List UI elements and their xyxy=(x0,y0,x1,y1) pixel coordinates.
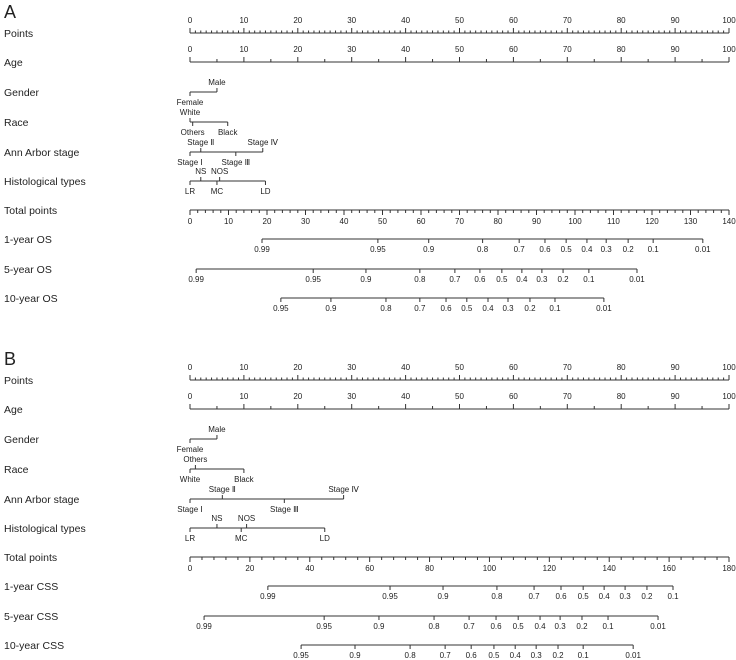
row-label: 1-year CSS xyxy=(4,581,59,593)
row-label: Age xyxy=(4,404,23,416)
tick-label: 20 xyxy=(293,392,303,401)
tick-label: 40 xyxy=(401,16,411,25)
tick-label: 10 xyxy=(239,363,249,372)
tick-label: 10 xyxy=(239,392,249,401)
prob-tick-label: 0.3 xyxy=(530,651,542,660)
level-label: Black xyxy=(234,475,254,484)
level-label: MC xyxy=(210,187,224,196)
prob-tick-label: 0.8 xyxy=(380,304,392,313)
level-label: Male xyxy=(208,425,226,434)
level-label: Stage Ⅳ xyxy=(328,485,359,494)
prob-tick-label: 0.5 xyxy=(560,245,572,254)
prob-tick-label: 0.8 xyxy=(428,622,440,631)
level-label: Others xyxy=(180,128,205,137)
row-label: Gender xyxy=(4,434,40,446)
prob-tick-label: 0.7 xyxy=(513,245,525,254)
level-label: Male xyxy=(208,78,226,87)
prob-tick-label: 0.6 xyxy=(555,592,567,601)
tick-label: 80 xyxy=(616,363,626,372)
row-points xyxy=(4,363,736,387)
row-label: Gender xyxy=(4,87,40,99)
row-race xyxy=(4,108,239,137)
tick-label: 90 xyxy=(670,16,680,25)
level-label: Stage Ⅲ xyxy=(269,505,299,514)
row-ann-arbor-stage xyxy=(4,138,279,167)
prob-tick-label: 0.2 xyxy=(524,304,536,313)
level-label: White xyxy=(179,475,201,484)
prob-tick-label: 0.5 xyxy=(461,304,473,313)
level-label: NS xyxy=(195,167,207,176)
prob-tick-label: 0.4 xyxy=(482,304,494,313)
tick-label: 100 xyxy=(722,45,736,54)
tick-label: 0 xyxy=(187,217,193,226)
tick-label: 0 xyxy=(187,392,193,401)
level-label: LR xyxy=(184,534,196,543)
prob-tick-label: 0.7 xyxy=(528,592,540,601)
panel-b xyxy=(4,349,736,660)
prob-tick-label: 0.4 xyxy=(534,622,546,631)
prob-tick-label: 0.9 xyxy=(325,304,337,313)
level-label: Stage Ⅱ xyxy=(208,485,236,494)
tick-label: 50 xyxy=(455,45,464,54)
row-label: 1-year OS xyxy=(4,234,52,246)
prob-tick-label: 0.1 xyxy=(577,651,589,660)
tick-label: 80 xyxy=(616,392,626,401)
row-label: 5-year OS xyxy=(4,264,52,276)
prob-tick-label: 0.1 xyxy=(583,275,595,284)
prob-tick-label: 0.3 xyxy=(619,592,631,601)
level-label: NOS xyxy=(210,167,229,176)
prob-tick-label: 0.6 xyxy=(440,304,452,313)
tick-label: 160 xyxy=(662,564,676,573)
tick-label: 10 xyxy=(239,16,249,25)
prob-tick-label: 0.99 xyxy=(188,275,204,284)
prob-tick-label: 0.95 xyxy=(273,304,289,313)
prob-tick-label: 0.3 xyxy=(554,622,566,631)
row-age xyxy=(4,45,736,69)
prob-tick-label: 0.1 xyxy=(647,245,659,254)
tick-label: 100 xyxy=(722,363,736,372)
prob-tick-label: 0.6 xyxy=(490,622,502,631)
row-label: Ann Arbor stage xyxy=(4,147,80,159)
tick-label: 20 xyxy=(293,45,303,54)
prob-tick-label: 0.01 xyxy=(596,304,612,313)
prob-tick-label: 0.7 xyxy=(449,275,461,284)
tick-label: 100 xyxy=(722,16,736,25)
level-label: Stage Ⅲ xyxy=(221,158,251,167)
tick-label: 30 xyxy=(347,392,357,401)
prob-tick-label: 0.9 xyxy=(349,651,361,660)
row-label: Race xyxy=(4,117,29,129)
tick-label: 140 xyxy=(602,564,616,573)
tick-label: 100 xyxy=(482,564,497,573)
prob-tick-label: 0.8 xyxy=(414,275,426,284)
tick-label: 60 xyxy=(365,564,375,573)
level-label: Others xyxy=(183,455,208,464)
prob-tick-label: 0.5 xyxy=(496,275,508,284)
row-gender xyxy=(4,425,226,454)
prob-tick-label: 0.95 xyxy=(316,622,332,631)
level-label: LR xyxy=(184,187,196,196)
tick-label: 40 xyxy=(401,363,411,372)
tick-label: 70 xyxy=(562,392,572,401)
tick-label: 50 xyxy=(455,363,464,372)
prob-tick-label: 0.95 xyxy=(305,275,321,284)
prob-tick-label: 0.5 xyxy=(512,622,524,631)
prob-tick-label: 0.99 xyxy=(254,245,270,254)
tick-label: 90 xyxy=(670,45,680,54)
prob-tick-label: 0.5 xyxy=(488,651,500,660)
prob-tick-label: 0.1 xyxy=(549,304,561,313)
tick-label: 60 xyxy=(508,392,518,401)
tick-label: 50 xyxy=(455,16,464,25)
tick-label: 110 xyxy=(607,217,620,226)
prob-tick-label: 0.4 xyxy=(509,651,521,660)
level-label: LD xyxy=(319,534,330,543)
tick-label: 10 xyxy=(224,217,233,226)
prob-tick-label: 0.95 xyxy=(293,651,309,660)
prob-tick-label: 0.7 xyxy=(463,622,475,631)
row-10-year-css xyxy=(4,640,642,660)
level-label: LD xyxy=(260,187,271,196)
tick-label: 80 xyxy=(493,217,503,226)
prob-tick-label: 0.7 xyxy=(414,304,426,313)
prob-tick-label: 0.99 xyxy=(260,592,276,601)
prob-tick-label: 0.9 xyxy=(373,622,385,631)
tick-label: 50 xyxy=(455,392,464,401)
row-points xyxy=(4,16,736,40)
prob-tick-label: 0.8 xyxy=(404,651,416,660)
prob-tick-label: 0.2 xyxy=(641,592,653,601)
row-total-points xyxy=(4,205,736,226)
row-gender xyxy=(4,78,226,107)
prob-tick-label: 0.3 xyxy=(536,275,548,284)
prob-tick-label: 0.01 xyxy=(695,245,711,254)
level-label: Stage Ⅰ xyxy=(177,158,203,167)
tick-label: 80 xyxy=(616,45,626,54)
level-label: Stage Ⅰ xyxy=(177,505,203,514)
tick-label: 60 xyxy=(508,16,518,25)
prob-tick-label: 0.1 xyxy=(667,592,679,601)
tick-label: 10 xyxy=(239,45,249,54)
prob-tick-label: 0.9 xyxy=(437,592,449,601)
row-label: 10-year CSS xyxy=(4,640,65,652)
prob-tick-label: 0.01 xyxy=(629,275,645,284)
row-ann-arbor-stage xyxy=(4,485,359,514)
row-1-year-os xyxy=(4,234,711,254)
tick-label: 0 xyxy=(187,363,193,372)
tick-label: 70 xyxy=(562,363,572,372)
tick-label: 80 xyxy=(616,16,626,25)
prob-tick-label: 0.2 xyxy=(622,245,634,254)
tick-label: 180 xyxy=(722,564,736,573)
prob-tick-label: 0.9 xyxy=(360,275,372,284)
prob-tick-label: 0.3 xyxy=(502,304,514,313)
row-label: Total points xyxy=(4,205,58,217)
prob-tick-label: 0.2 xyxy=(557,275,569,284)
prob-tick-label: 0.6 xyxy=(539,245,551,254)
prob-tick-label: 0.3 xyxy=(600,245,612,254)
prob-tick-label: 0.2 xyxy=(576,622,588,631)
level-label: White xyxy=(179,108,201,117)
level-label: Female xyxy=(176,98,204,107)
row-label: Age xyxy=(4,57,23,69)
level-label: Stage Ⅱ xyxy=(187,138,215,147)
tick-label: 60 xyxy=(416,217,426,226)
tick-label: 60 xyxy=(508,363,518,372)
prob-tick-label: 0.9 xyxy=(423,245,435,254)
row-total-points xyxy=(4,552,736,573)
row-race xyxy=(4,455,255,484)
tick-label: 140 xyxy=(722,217,736,226)
tick-label: 0 xyxy=(187,16,193,25)
tick-label: 120 xyxy=(542,564,557,573)
level-label: MC xyxy=(234,534,248,543)
tick-label: 20 xyxy=(293,363,303,372)
tick-label: 40 xyxy=(401,392,411,401)
prob-tick-label: 0.4 xyxy=(516,275,528,284)
row-histological-types xyxy=(4,514,330,543)
prob-tick-label: 0.8 xyxy=(491,592,503,601)
prob-tick-label: 0.2 xyxy=(552,651,564,660)
tick-label: 70 xyxy=(455,217,464,226)
row-label: Histological types xyxy=(4,176,86,188)
prob-tick-label: 0.6 xyxy=(465,651,477,660)
row-label: 10-year OS xyxy=(4,293,58,305)
tick-label: 70 xyxy=(562,16,572,25)
level-label: NOS xyxy=(237,514,256,523)
row-5-year-css xyxy=(4,611,666,631)
row-label: 5-year CSS xyxy=(4,611,59,623)
prob-tick-label: 0.99 xyxy=(196,622,212,631)
row-age xyxy=(4,392,736,416)
tick-label: 80 xyxy=(425,564,435,573)
tick-label: 0 xyxy=(187,564,193,573)
level-label: Stage Ⅳ xyxy=(247,138,279,147)
prob-tick-label: 0.5 xyxy=(577,592,589,601)
prob-tick-label: 0.95 xyxy=(370,245,386,254)
tick-label: 50 xyxy=(378,217,387,226)
row-5-year-os xyxy=(4,264,645,284)
level-label: NS xyxy=(211,514,223,523)
prob-tick-label: 0.8 xyxy=(477,245,489,254)
row-1-year-css xyxy=(4,581,679,601)
level-label: Black xyxy=(217,128,238,137)
tick-label: 30 xyxy=(347,363,357,372)
level-label: Female xyxy=(176,445,204,454)
tick-label: 120 xyxy=(645,217,659,226)
tick-label: 20 xyxy=(262,217,272,226)
prob-tick-label: 0.7 xyxy=(439,651,451,660)
row-label: Histological types xyxy=(4,523,86,535)
tick-label: 40 xyxy=(401,45,411,54)
tick-label: 100 xyxy=(722,392,736,401)
tick-label: 90 xyxy=(670,392,680,401)
row-label: Ann Arbor stage xyxy=(4,494,80,506)
tick-label: 40 xyxy=(339,217,349,226)
tick-label: 40 xyxy=(305,564,315,573)
panel-label: A xyxy=(4,2,17,22)
row-label: Total points xyxy=(4,552,58,564)
row-label: Race xyxy=(4,464,29,476)
tick-label: 60 xyxy=(508,45,518,54)
prob-tick-label: 0.01 xyxy=(625,651,641,660)
prob-tick-label: 0.1 xyxy=(602,622,614,631)
prob-tick-label: 0.6 xyxy=(474,275,486,284)
prob-tick-label: 0.95 xyxy=(382,592,398,601)
prob-tick-label: 0.4 xyxy=(598,592,610,601)
row-label: Points xyxy=(4,28,34,40)
tick-label: 70 xyxy=(562,45,572,54)
row-label: Points xyxy=(4,375,34,387)
panel-a xyxy=(4,2,736,313)
tick-label: 30 xyxy=(301,217,310,226)
tick-label: 20 xyxy=(245,564,255,573)
tick-label: 90 xyxy=(670,363,680,372)
tick-label: 0 xyxy=(187,45,193,54)
tick-label: 100 xyxy=(568,217,582,226)
panel-label: B xyxy=(4,349,17,369)
row-histological-types xyxy=(4,167,271,196)
tick-label: 20 xyxy=(293,16,303,25)
prob-tick-label: 0.01 xyxy=(650,622,666,631)
tick-label: 30 xyxy=(347,16,357,25)
tick-label: 30 xyxy=(347,45,357,54)
tick-label: 90 xyxy=(532,217,541,226)
tick-label: 130 xyxy=(683,217,698,226)
row-10-year-os xyxy=(4,293,612,313)
prob-tick-label: 0.4 xyxy=(581,245,593,254)
